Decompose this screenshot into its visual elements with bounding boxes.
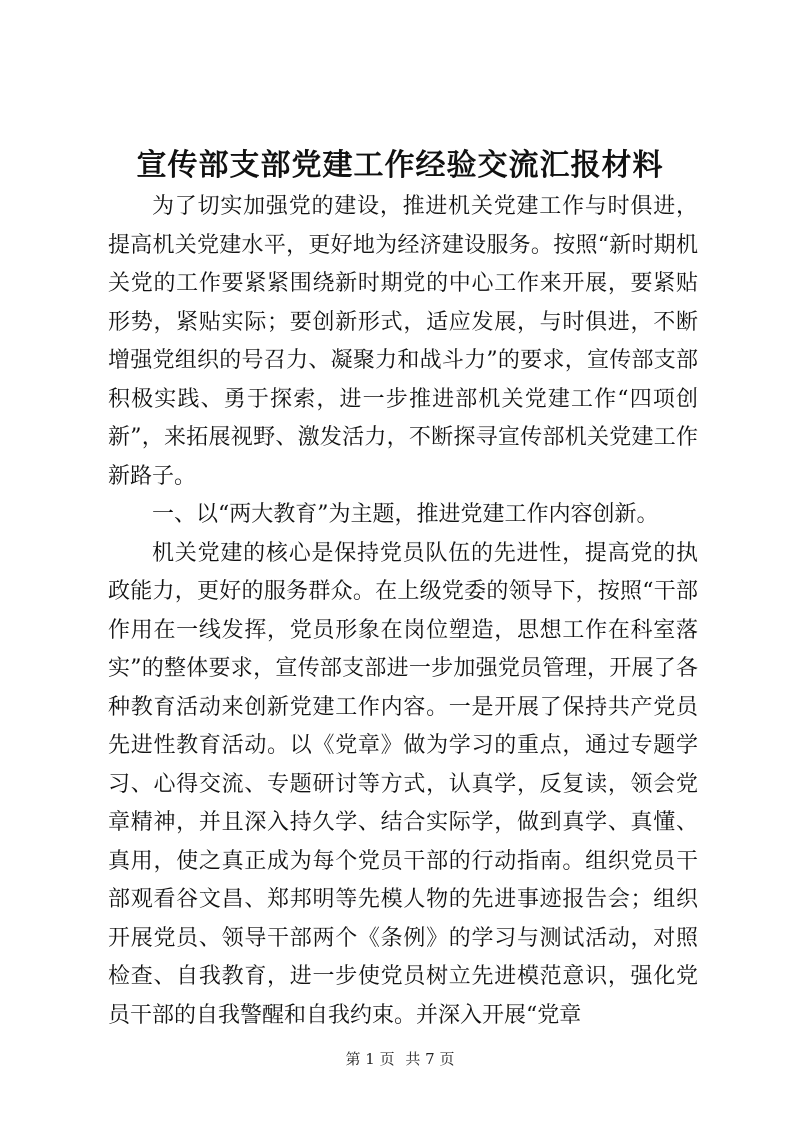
paragraph-intro: 为了切实加强党的建设，推进机关党建工作与时俱进，提高机关党建水平，更好地为经济建设服务。按照“新时期机关党的工作要紧紧围绕新时期党的中心工作来开展，要紧贴形势，紧贴实际；要创新形式，适应发展，与时俱进，不断增强党组织的号召力、凝聚力和战斗力”的要求，宣传部支部积极实践、勇于探索，进一步推进部机关党建工作“四项创新”，来拓展视野、激发活力，不断探寻宣传部机关党建工作新路子。 [108, 194, 698, 489]
paragraph-section-body: 机关党建的核心是保持党员队伍的先进性，提高党的执政能力，更好的服务群众。在上级党委的领导下，按照“干部作用在一线发挥，党员形象在岗位塑造，思想工作在科室落实”的整体要求，宣传部支部进一步加强党员管理，开展了各种教育活动来创新党建工作内容。一是开展了保持共产党员先进性教育活动。以《党章》做为学习的重点，通过专题学习、心得交流、专题研讨等方式，认真学，反复读，领会党章精神，并且深入持久学、结合实际学，做到真学、真懂、真用，使之真正成为每个党员干部的行动指南。组织党员干部观看谷文昌、郑邦明等先模人物的先进事迹报告会；组织开展党员、领导干部两个《条例》的学习与测试活动，对照检查、自我教育，进一步使党员树立先进模范意识，强化党员干部的自我警醒和自我约束。并深入开展“党章 [108, 540, 698, 1028]
document-body [108, 188, 698, 1035]
document-title: 宣传部支部党建工作经验交流汇报材料 [136, 148, 664, 183]
page-number: 第 1 页 [345, 1050, 395, 1068]
page-total: 共 7 页 [405, 1050, 455, 1068]
paragraph-section-heading: 一、以“两大教育”为主题，推进党建工作内容创新。 [152, 502, 659, 527]
page-footer [0, 1048, 800, 1069]
